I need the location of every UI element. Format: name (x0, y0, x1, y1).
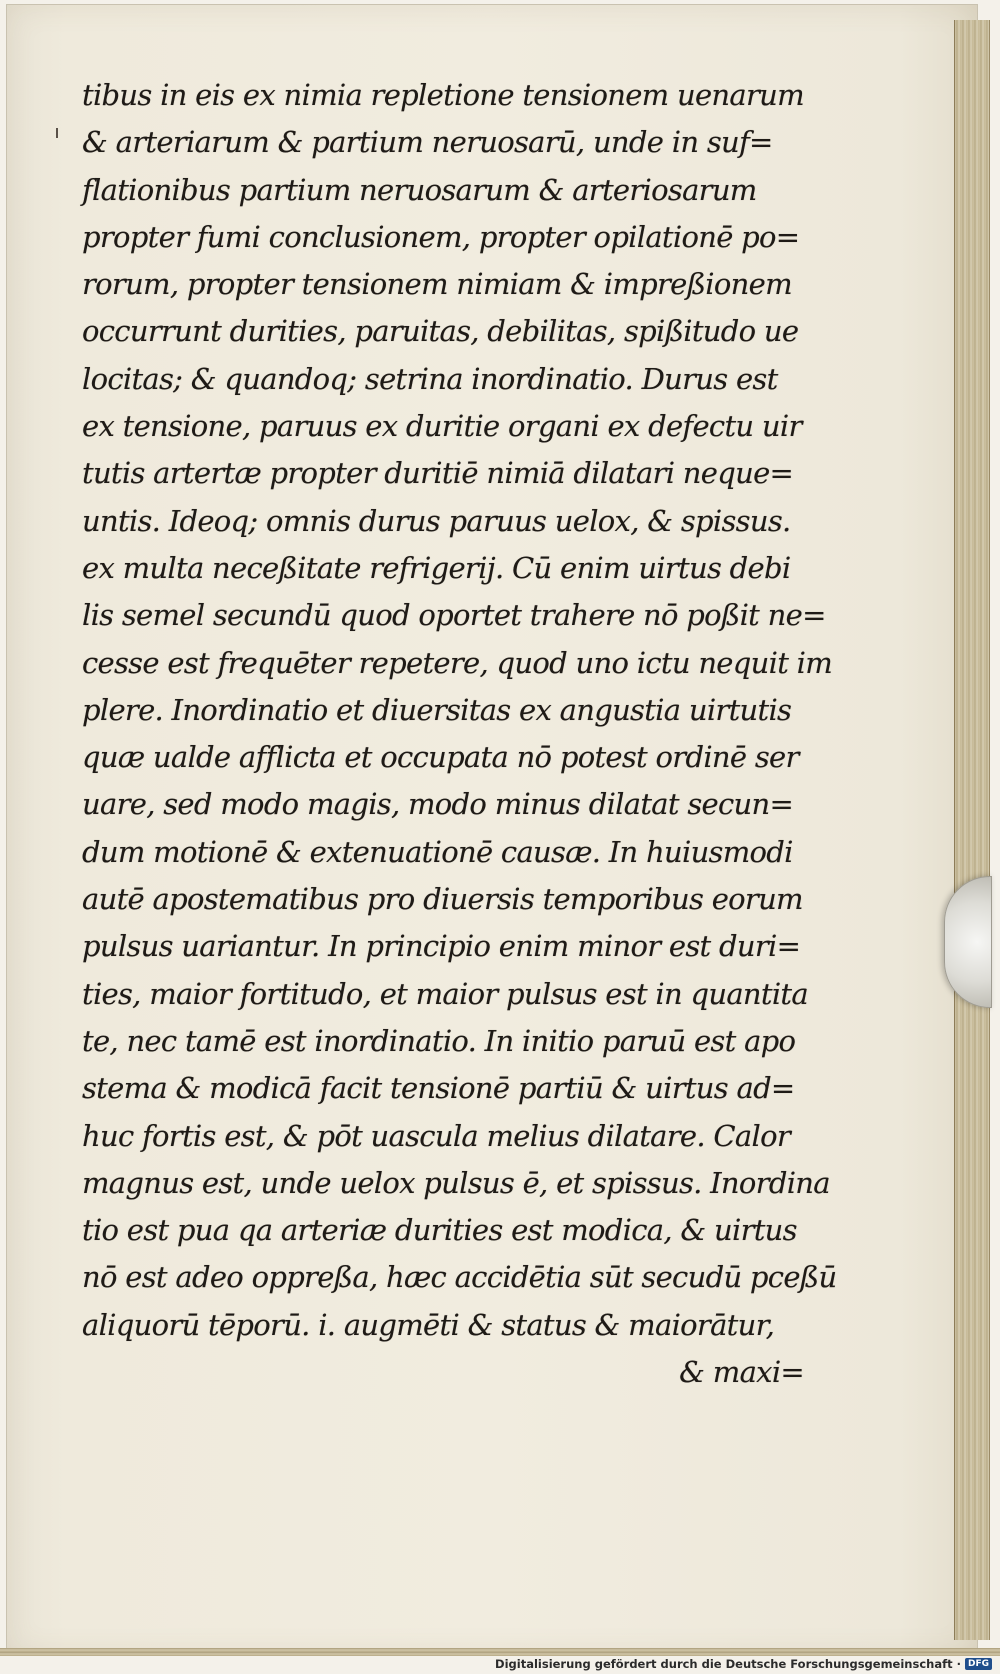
text-line: cesse est frequēter repetere, quod uno ictu nequit im (82, 645, 833, 680)
text-line: te, nec tamē est inordinatio. In initio paruū est apo (82, 1023, 796, 1058)
text-line: occurrunt durities, paruitas, debilitas, spißitudo ue (82, 314, 799, 349)
text-line: ex multa neceßitate refrigerij. Cū enim uirtus debi (82, 550, 791, 585)
text-line: tio est pua qa arteriæ durities est modica, & uirtus (82, 1213, 797, 1248)
text-line: tutis artertæ propter duritiē nimiā dilatari neque= (82, 456, 794, 491)
text-line: plere. Inordinatio et diuersitas ex angustia uirtutis (82, 692, 792, 727)
text-line: pulsus uariantur. In principio enim minor est duri= (82, 929, 801, 964)
text-line: & arteriarum & partium neruosarū, unde in suf= (82, 125, 773, 160)
text-line: autē apostematibus pro diuersis temporibus eorum (82, 882, 803, 917)
digitization-credit: Digitalisierung gefördert durch die Deutsche Forschungsgemeinschaft · DFG (495, 1656, 992, 1672)
book-clasp (944, 876, 992, 1008)
page-text (82, 72, 837, 1396)
credit-text: Digitalisierung gefördert durch die Deutsche Forschungsgemeinschaft (495, 1657, 953, 1671)
text-line: propter fumi conclusionem, propter opilationē po= (82, 219, 800, 254)
catchword: & maxi= (679, 1355, 804, 1390)
text-line: quæ ualde afflicta et occupata nō potest ordinē ser (82, 740, 799, 775)
text-line: flationibus partium neruosarum & arteriosarum (82, 172, 757, 207)
dfg-logo: DFG (965, 1658, 992, 1670)
text-line: untis. Ideoq; omnis durus paruus uelox, & spissus. (82, 503, 791, 538)
text-line: aliquorū tēporū. i. augmēti & status & maiorātur, (82, 1307, 775, 1342)
page-edge-stack (954, 20, 990, 1640)
text-line: locitas; & quandoq; setrina inordinatio. Durus est (82, 361, 778, 396)
text-line: uare, sed modo magis, modo minus dilatat secun= (82, 787, 794, 822)
text-line: lis semel secundū quod oportet trahere nō poßit ne= (82, 598, 826, 633)
text-line: nō est adeo oppreßa, hæc accidētia sūt secudū pceßū (82, 1260, 837, 1295)
text-line: huc fortis est, & pōt uascula melius dilatare. Calor (82, 1118, 790, 1153)
margin-mark (56, 128, 58, 138)
text-line: ties, maior fortitudo, et maior pulsus est in quantita (82, 976, 808, 1011)
text-line: rorum, propter tensionem nimiam & impreßionem (82, 267, 792, 302)
text-line: stema & modicā facit tensionē partiū & uirtus ad= (82, 1071, 795, 1106)
text-line: magnus est, unde uelox pulsus ē, et spissus. Inordina (82, 1165, 830, 1200)
bottom-page-edge (0, 1648, 1000, 1656)
text-line: dum motionē & extenuationē causæ. In huiusmodi (82, 834, 793, 869)
text-line: ex tensione, paruus ex duritie organi ex defectu uir (82, 409, 802, 444)
text-line: tibus in eis ex nimia repletione tensionem uenarum (82, 78, 804, 112)
